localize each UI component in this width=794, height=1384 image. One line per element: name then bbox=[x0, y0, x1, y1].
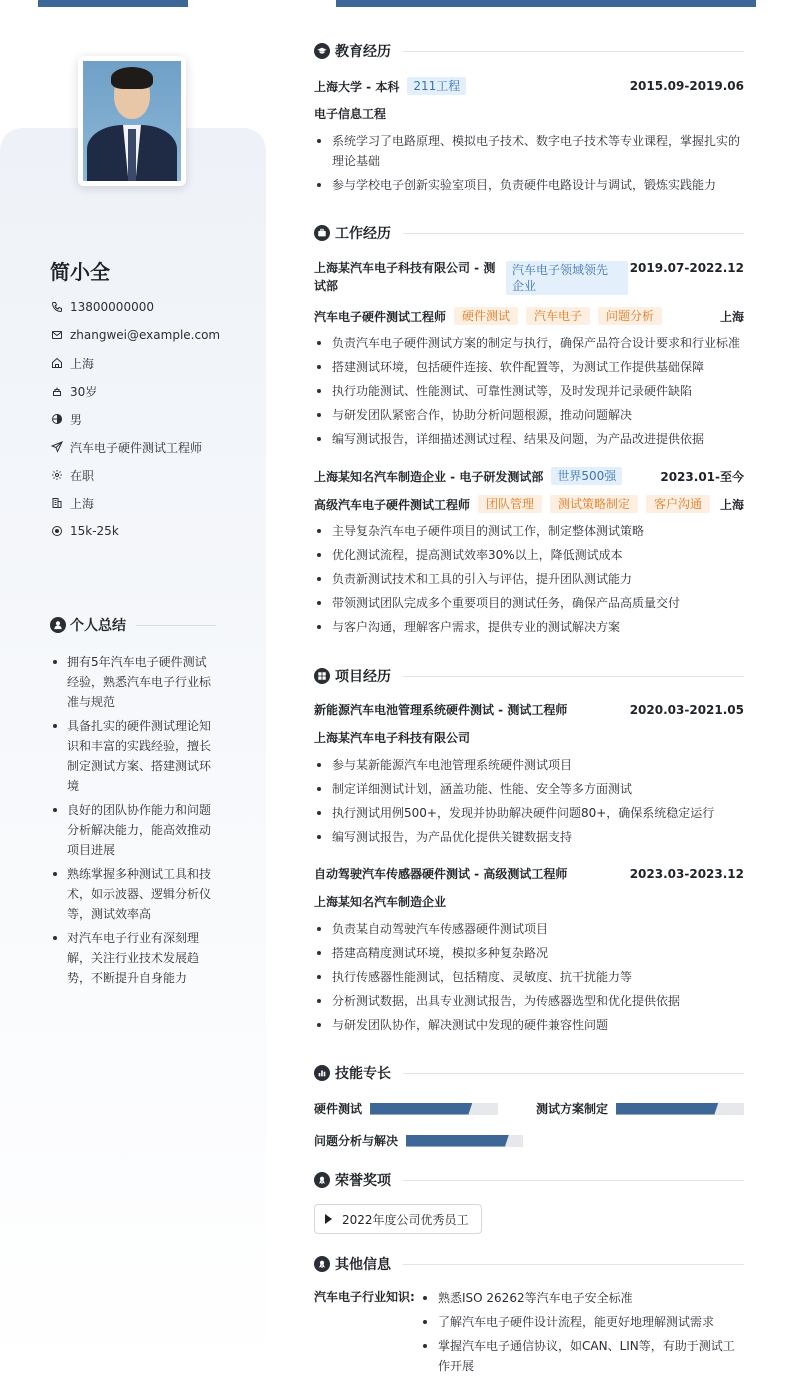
job-1-tag-line1: 汽车电子领域领先 bbox=[512, 263, 609, 277]
job-2-role: 高级汽车电子硬件测试工程师 bbox=[314, 497, 471, 512]
job-1-tag bbox=[506, 261, 628, 295]
location-value: 上海 bbox=[70, 356, 95, 371]
job-1-duty: 搭建测试环境，包括硬件连接、软件配置等，为测试工作提供基础保障 bbox=[314, 357, 744, 377]
other-item: 掌握汽车电子通信协议，如CAN、LIN等，有助于测试工作开展 bbox=[420, 1336, 744, 1376]
projects-heading bbox=[314, 666, 744, 686]
summary-item: 良好的团队协作能力和问题分析解决能力，能高效推动项目进展 bbox=[50, 800, 215, 860]
project-1-item: 制定详细测试计划，涵盖功能、性能、安全等多方面测试 bbox=[314, 779, 744, 799]
job-1-city: 上海 bbox=[719, 309, 744, 324]
email-value: zhangwei@example.com bbox=[70, 328, 221, 342]
education-title: 教育经历 bbox=[335, 44, 391, 60]
awards-title: 荣誉奖项 bbox=[335, 1173, 391, 1189]
project-1-item: 编写测试报告，为产品优化提供关键数据支持 bbox=[314, 827, 744, 847]
job-2-duties bbox=[314, 521, 744, 641]
other-label: 汽车电子行业知识: bbox=[314, 1290, 415, 1304]
project-2-header bbox=[314, 865, 744, 882]
contact-info-list bbox=[50, 293, 220, 545]
projects-title: 项目经历 bbox=[335, 669, 391, 685]
job-2-role-row bbox=[314, 495, 744, 513]
job-2-duty: 优化测试流程，提高测试效率30%以上，降低测试成本 bbox=[314, 545, 744, 565]
other-title: 其他信息 bbox=[335, 1257, 391, 1273]
skill-label: 问题分析与解决 bbox=[314, 1134, 399, 1148]
project-2-item: 执行传感器性能测试，包括精度、灵敏度、抗干扰能力等 bbox=[314, 967, 744, 987]
gender-value: 男 bbox=[70, 412, 83, 427]
other-heading bbox=[314, 1254, 744, 1274]
job-2-duty: 带领测试团队完成多个重要项目的测试任务，确保产品高质量交付 bbox=[314, 593, 744, 613]
target-icon bbox=[50, 524, 64, 538]
project-2-period: 2023.03-2023.12 bbox=[629, 866, 744, 881]
awards-heading bbox=[314, 1170, 744, 1190]
summary-item: 拥有5年汽车电子硬件测试经验，熟悉汽车电子行业标准与规范 bbox=[50, 652, 215, 712]
project-1-header bbox=[314, 701, 744, 718]
project-2-name: 自动驾驶汽车传感器硬件测试 - 高级测试工程师 bbox=[314, 867, 568, 881]
age-item bbox=[50, 377, 220, 405]
target-city-item bbox=[50, 489, 220, 517]
skill-problem-solving bbox=[314, 1132, 523, 1149]
skill-label: 硬件测试 bbox=[314, 1102, 363, 1116]
education-row bbox=[314, 77, 744, 95]
project-1-org-row bbox=[314, 729, 744, 746]
skill-bar bbox=[370, 1103, 498, 1115]
mail-icon bbox=[50, 328, 64, 342]
summary-title: 个人总结 bbox=[70, 618, 126, 634]
location-item bbox=[50, 349, 220, 377]
school-tag: 211工程 bbox=[407, 77, 466, 95]
skills-title: 技能专长 bbox=[335, 1066, 391, 1082]
job-1-duty: 编写测试报告，详细描述测试过程、结果及问题，为产品改进提供依据 bbox=[314, 429, 744, 449]
graduation-cap-icon bbox=[314, 43, 330, 59]
status-value: 在职 bbox=[70, 468, 95, 483]
age-value: 30岁 bbox=[70, 384, 98, 399]
top-accent-bar-left bbox=[38, 0, 188, 7]
gear-icon bbox=[50, 468, 64, 482]
summary-heading bbox=[50, 615, 216, 635]
work-title: 工作经历 bbox=[335, 226, 391, 242]
award-text: 2022年度公司优秀员工 bbox=[342, 1212, 469, 1227]
phone-icon bbox=[50, 300, 64, 314]
project-2-item: 搭建高精度测试环境，模拟多种复杂路况 bbox=[314, 943, 744, 963]
job-1-company: 上海某汽车电子科技有限公司 - 测 bbox=[314, 261, 496, 275]
position-value: 汽车电子硬件测试工程师 bbox=[70, 440, 203, 455]
profile-photo-card bbox=[78, 56, 186, 186]
salary-value: 15k-25k bbox=[70, 524, 119, 538]
project-2-org-row bbox=[314, 893, 744, 910]
education-period: 2015.09-2019.06 bbox=[629, 79, 744, 93]
send-icon bbox=[50, 440, 64, 454]
project-1-item: 执行测试用例500+，发现并协助解决硬件问题80+，确保系统稳定运行 bbox=[314, 803, 744, 823]
position-item bbox=[50, 433, 220, 461]
education-item: 系统学习了电路原理、模拟电子技术、数字电子技术等专业课程，掌握扎实的理论基础 bbox=[314, 131, 744, 171]
job-2-header bbox=[314, 467, 744, 485]
building-icon bbox=[50, 496, 64, 510]
award-item[interactable] bbox=[314, 1204, 482, 1234]
job-2-company: 上海某知名汽车制造企业 - 电子研发测试部 bbox=[314, 469, 544, 484]
major-row bbox=[314, 105, 744, 122]
job-1-header bbox=[314, 259, 744, 299]
job-2-skill-tag: 客户沟通 bbox=[646, 495, 710, 513]
award-icon bbox=[314, 1172, 330, 1188]
job-1-duty: 执行功能测试、性能测试、可靠性测试等，及时发现并记录硬件缺陷 bbox=[314, 381, 744, 401]
phone-item bbox=[50, 293, 220, 321]
project-1-items bbox=[314, 755, 744, 851]
other-item: 了解汽车电子硬件设计流程，能更好地理解测试需求 bbox=[420, 1312, 744, 1332]
grid-icon bbox=[314, 668, 330, 684]
education-heading bbox=[314, 41, 744, 61]
skills-heading bbox=[314, 1063, 744, 1083]
job-1-skill-tag: 汽车电子 bbox=[526, 307, 590, 325]
job-1-skill-tag: 硬件测试 bbox=[454, 307, 518, 325]
cake-icon bbox=[50, 384, 64, 398]
top-accent-bar-right bbox=[336, 0, 756, 7]
skill-bar bbox=[616, 1103, 744, 1115]
job-1-duty: 负责汽车电子硬件测试方案的制定与执行，确保产品符合设计要求和行业标准 bbox=[314, 333, 744, 353]
job-2-skill-tag: 测试策略制定 bbox=[550, 495, 638, 513]
gender-icon bbox=[50, 412, 64, 426]
home-icon bbox=[50, 356, 64, 370]
salary-item bbox=[50, 517, 220, 545]
job-2-tag: 世界500强 bbox=[551, 467, 622, 485]
summary-list bbox=[50, 652, 215, 992]
skill-bar-fill bbox=[406, 1135, 509, 1147]
project-2-item: 分析测试数据，出具专业测试报告，为传感器选型和优化提供依据 bbox=[314, 991, 744, 1011]
candidate-name: 简小全 bbox=[50, 260, 110, 284]
work-heading bbox=[314, 223, 744, 243]
summary-item: 对汽车电子行业有深刻理解，关注行业技术发展趋势，不断提升自身能力 bbox=[50, 928, 215, 988]
skill-test-planning bbox=[536, 1100, 744, 1117]
skill-label: 测试方案制定 bbox=[536, 1102, 609, 1116]
project-2-items bbox=[314, 919, 744, 1039]
bar-chart-icon bbox=[314, 1065, 330, 1081]
job-1-skill-tag: 问题分析 bbox=[598, 307, 662, 325]
gender-item bbox=[50, 405, 220, 433]
education-list bbox=[314, 131, 744, 199]
other-item: 熟悉ISO 26262等汽车电子安全标准 bbox=[420, 1288, 744, 1308]
job-1-company-cont: 试部 bbox=[314, 279, 339, 293]
project-1-period: 2020.03-2021.05 bbox=[629, 702, 744, 717]
job-2-period: 2023.01-至今 bbox=[660, 469, 744, 484]
user-icon bbox=[50, 617, 66, 633]
skill-bar-fill bbox=[616, 1103, 718, 1115]
phone-value: 13800000000 bbox=[70, 300, 154, 314]
play-icon bbox=[325, 1214, 332, 1224]
job-1-period: 2019.07-2022.12 bbox=[629, 261, 744, 275]
job-2-duty: 与客户沟通，理解客户需求，提供专业的测试解决方案 bbox=[314, 617, 744, 637]
skill-hardware-testing bbox=[314, 1100, 498, 1117]
major: 电子信息工程 bbox=[314, 107, 387, 121]
job-1-role-row bbox=[314, 307, 744, 325]
target-city-value: 上海 bbox=[70, 496, 95, 511]
summary-item: 熟练掌握多种测试工具和技术，如示波器、逻辑分析仪等，测试效率高 bbox=[50, 864, 215, 924]
school-name: 上海大学 - 本科 bbox=[314, 79, 400, 94]
skill-bar bbox=[406, 1135, 523, 1147]
summary-item: 具备扎实的硬件测试理论知识和丰富的实践经验，擅长制定测试方案、搭建测试环境 bbox=[50, 716, 215, 796]
profile-photo bbox=[83, 61, 181, 181]
project-2-item: 与研发团队协作，解决测试中发现的硬件兼容性问题 bbox=[314, 1015, 744, 1035]
job-1-tag-line2: 企业 bbox=[512, 279, 537, 293]
skill-bar-fill bbox=[370, 1103, 472, 1115]
email-item bbox=[50, 321, 220, 349]
job-2-skill-tag: 团队管理 bbox=[478, 495, 542, 513]
project-1-org: 上海某汽车电子科技有限公司 bbox=[314, 731, 471, 745]
project-1-name: 新能源汽车电池管理系统硬件测试 - 测试工程师 bbox=[314, 703, 568, 717]
job-2-duty: 主导复杂汽车电子硬件项目的测试工作，制定整体测试策略 bbox=[314, 521, 744, 541]
info-icon bbox=[314, 1256, 330, 1272]
project-2-org: 上海某知名汽车制造企业 bbox=[314, 895, 447, 909]
project-2-item: 负责某自动驾驶汽车传感器硬件测试项目 bbox=[314, 919, 744, 939]
job-1-duty: 与研发团队紧密合作，协助分析问题根源，推动问题解决 bbox=[314, 405, 744, 425]
other-list bbox=[420, 1288, 744, 1380]
job-2-duty: 负责新测试技术和工具的引入与评估，提升团队测试能力 bbox=[314, 569, 744, 589]
job-1-role: 汽车电子硬件测试工程师 bbox=[314, 309, 447, 324]
project-1-item: 参与某新能源汽车电池管理系统硬件测试项目 bbox=[314, 755, 744, 775]
job-2-city: 上海 bbox=[719, 497, 744, 512]
job-1-duties bbox=[314, 333, 744, 453]
status-item bbox=[50, 461, 220, 489]
briefcase-icon bbox=[314, 225, 330, 241]
education-item: 参与学校电子创新实验室项目，负责硬件电路设计与调试，锻炼实践能力 bbox=[314, 175, 744, 195]
